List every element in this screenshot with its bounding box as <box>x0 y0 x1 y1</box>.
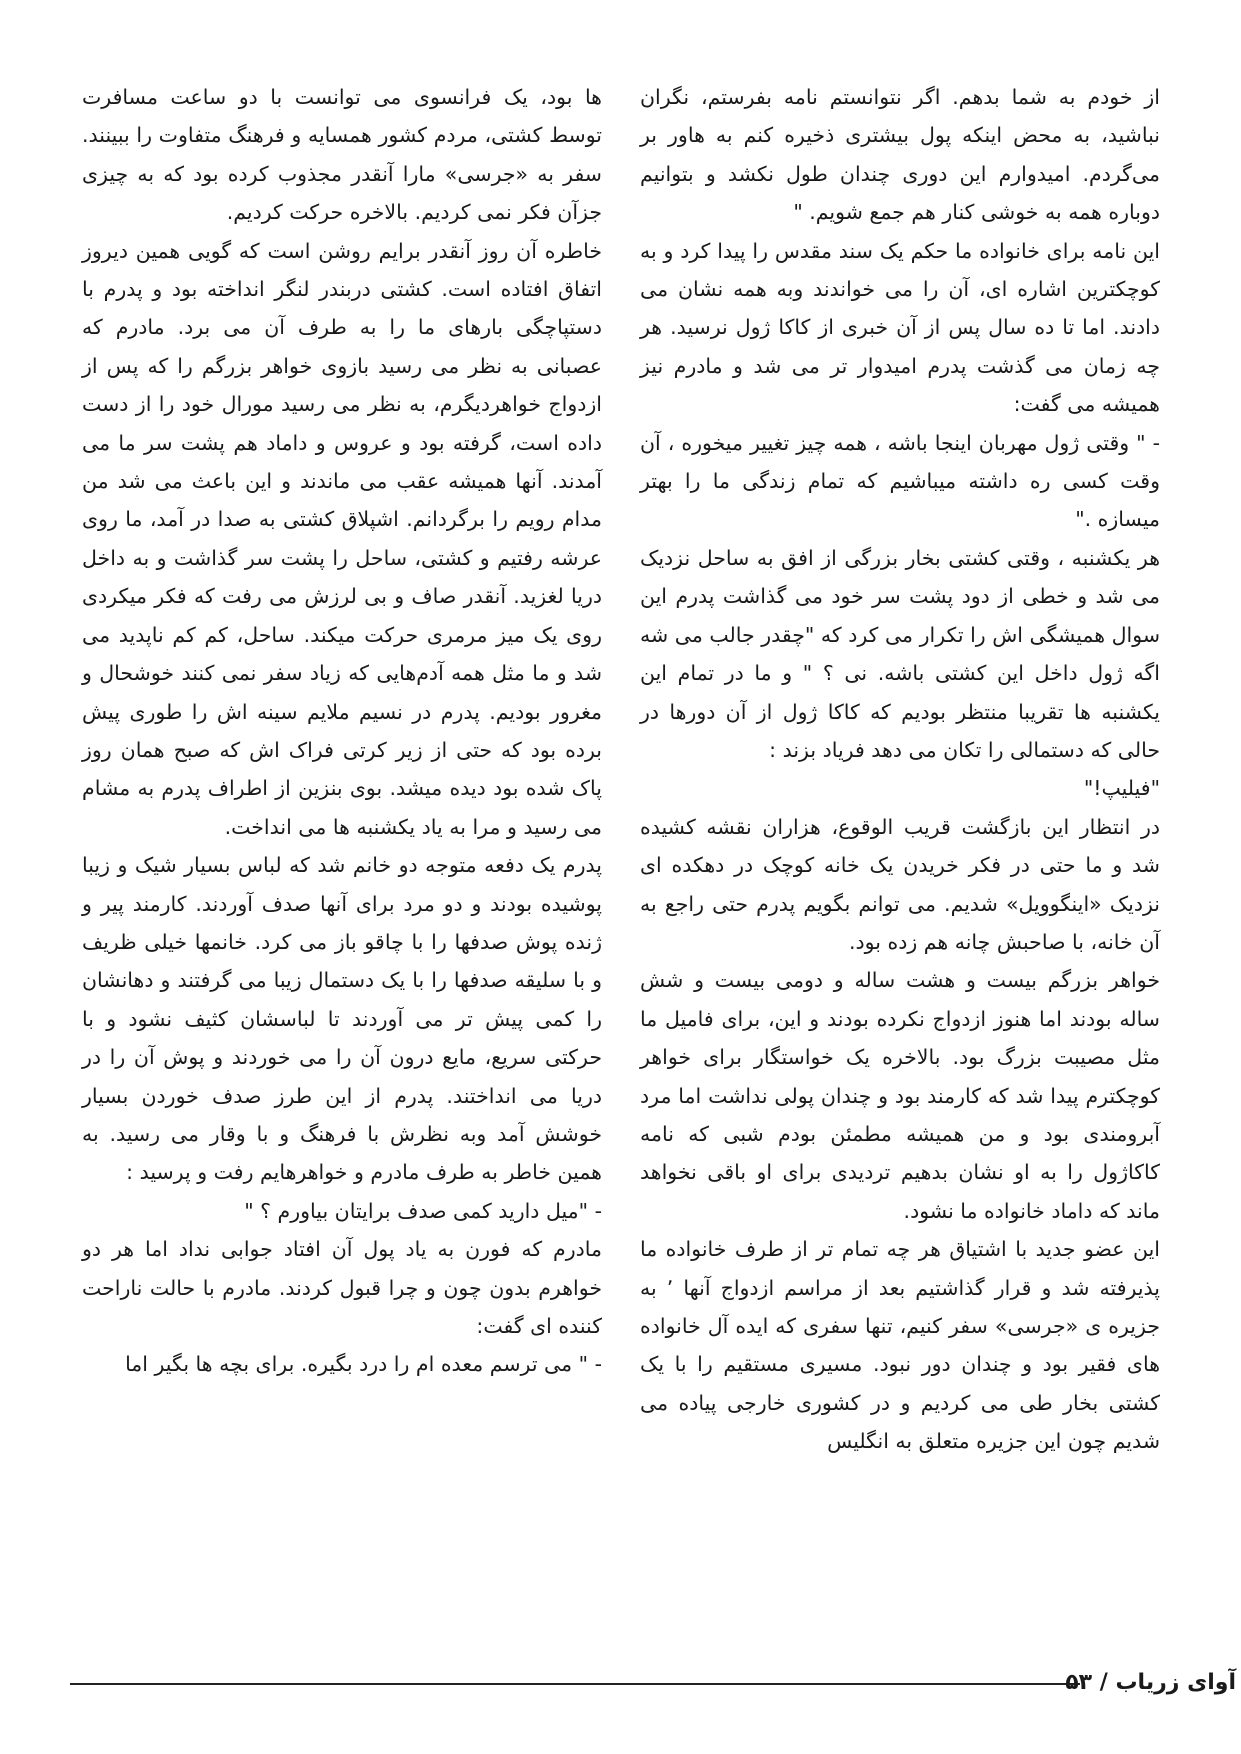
paragraph: ها بود، یک فرانسوی می توانست با دو ساعت مسافرت توسط کشتی، مردم کشور همسایه و فرهنگ متفاوت را ببینند. سفر به «جرسی» مارا آنقدر مجذوب کرده بود که به چیزی جزآن فکر نمی کردیم. بالاخره حرکت کردیم. <box>82 85 602 225</box>
paragraph: خواهر بزرگم بیست و هشت ساله و دومی بیست و شش ساله بودند اما هنوز ازدواج نکرده بودند و این، برای فامیل ما مثل مصیبت بزرگ بود. بالاخره یک خواستگار برای خواهر کوچکترم پیدا شد که کارمند بود و چندان پولی نداشت اما مرد آبرومندی بود و من همیشه مطمئن بودم شبی که نامه کاکاژول را به او نشان بدهیم تردیدی برای او باقی نخواهد ماند که داماد خانواده ما نشود. <box>640 968 1160 1223</box>
paragraph: "فیلیپ!" <box>1083 776 1160 801</box>
paragraph: - "میل دارید کمی صدف برایتان بیاورم ؟ " <box>244 1198 602 1223</box>
paragraph: خاطره آن روز آنقدر برایم روشن است که گویی همین دیروز اتفاق افتاده است. کشتی دربندر لنگر انداخته بود و پدرم با دستپاچگی بارهای ما را به طرف آن می برد. مادرم که عصبانی به نظر می رسید بازوی خواهر بزرگم را که پس از ازدواج خواهردیگرم، به نظر می رسید مورال خود را از دست داده است، گرفته بود و عروس و داماد هم پشت سر ما می آمدند. آنها همیشه عقب می ماندند و این باعث می شد من مدام رویم را برگردانم. اشپلاق کشتی به صدا در آمد، ما روی عرشه رفتیم و کشتی، ساحل را پشت سر گذاشت و به داخل دریا لغزید. آنقدر صاف و بی لرزش می رفت که فکر میکردی روی یک میز مرمری حرکت میکند. ساحل، کم کم ناپدید می شد و ما مثل همه آدم‌هایی که زیاد سفر نمی کنند خوشحال و مغرور بودیم. پدرم در نسیم ملایم سینه اش را طوری پیش برده بود که حتی از زیر کرتی فراک اش که صبح همان روز پاک شده بود دیده میشد. بوی بنزین از اطراف پدرم به مشام می رسید و مرا به یاد یکشنبه ها می انداخت. <box>82 238 602 839</box>
paragraph: - " می ترسم معده ام را درد بگیره. برای بچه ها بگیر اما <box>125 1352 602 1377</box>
paragraph: این نامه برای خانواده ما حکم یک سند مقدس را پیدا کرد و به کوچکترین اشاره ای، آن را می خواندند وبه همه نشان می دادند. اما تا ده سال پس از آن خبری از کاکا ژول نرسید. هر چه زمان می گذشت پدرم امیدوار تر می شد و مادرم نیز همیشه می گفت: <box>640 238 1160 417</box>
text-column-right <box>640 78 1160 1461</box>
paragraph: مادرم که فورن به یاد پول آن افتاد جوابی نداد اما هر دو خواهرم بدون چون و چرا قبول کردند. مادرم با حالت ناراحت کننده ای گفت: <box>82 1237 602 1338</box>
text-column-left <box>82 78 602 1384</box>
paragraph: در انتظار این بازگشت قریب الوقوع، هزاران نقشه کشیده شد و ما حتی در فکر خریدن یک خانه کوچک در دهکده ای نزدیک «اینگوویل» شدیم. می توانم بگویم پدرم حتی راجع به آن خانه، با صاحبش چانه هم زده بود. <box>640 814 1160 954</box>
paragraph: از خودم به شما بدهم. اگر نتوانستم نامه بفرستم، نگران نباشید، به محض اینکه پول بیشتری ذخیره کنم به هاور بر می‌گردم. امیدوارم این دوری چندان طول نکشد و بتوانیم دوباره همه به خوشی کنار هم جمع شویم. " <box>640 85 1160 225</box>
page-footer-label: آوای زریاب / ۵۳ <box>1086 1665 1236 1701</box>
paragraph: پدرم یک دفعه متوجه دو خانم شد که لباس بسیار شیک و زیبا پوشیده بودند و دو مرد برای آنها صدف آوردند. کارمند پیر و ژنده پوش صدفها را با چاقو باز می کرد. خانمها خیلی ظریف و با سلیقه صدفها را با یک دستمال زیبا می گرفتند و دهانشان را کمی پیش تر می آوردند تا لباسشان کثیف نشود و با حرکتی سریع، مایع درون آن را می خوردند و پوش آن را در دریا می انداختند. پدرم از این طرز صدف خوردن بسیار خوشش آمد وبه نظرش با فرهنگ و با وقار می رسید. به همین خاطر به طرف مادرم و خواهرهایم رفت و پرسید : <box>82 853 602 1185</box>
paragraph: - " وقتی ژول مهربان اینجا باشه ، همه چیز تغییر میخوره ، آن وقت کسی ره داشته میباشیم که تمام زندگی ما را بهتر میسازه ." <box>640 430 1160 532</box>
footer-divider <box>70 1683 1080 1685</box>
paragraph: هر یکشنبه ، وقتی کشتی بخار بزرگی از افق به ساحل نزدیک می شد و خطی از دود پشت سر خود می گذاشت پدرم این سوال همیشگی اش را تکرار می کرد که "چقدر جالب می شه اگه ژول داخل این کشتی باشه. نی ؟ " و ما در تمام این یکشنبه ها تقریبا منتظر بودیم که کاکا ژول از آن دورها در حالی که دستمالی را تکان می دهد فریاد بزند : <box>640 545 1160 762</box>
paragraph: این عضو جدید با اشتیاق هر چه تمام تر از طرف خانواده ما پذیرفته شد و قرار گذاشتیم بعد از مراسم ازدواج آنها ٬ به جزیره ی «جرسی» سفر کنیم، تنها سفری که ایده آل خانواده های فقیر بود و چندان دور نبود. مسیری مستقیم را با یک کشتی بخار طی می کردیم و در کشوری خارجی پیاده می شدیم چون این جزیره متعلق به انگلیس <box>640 1237 1161 1454</box>
